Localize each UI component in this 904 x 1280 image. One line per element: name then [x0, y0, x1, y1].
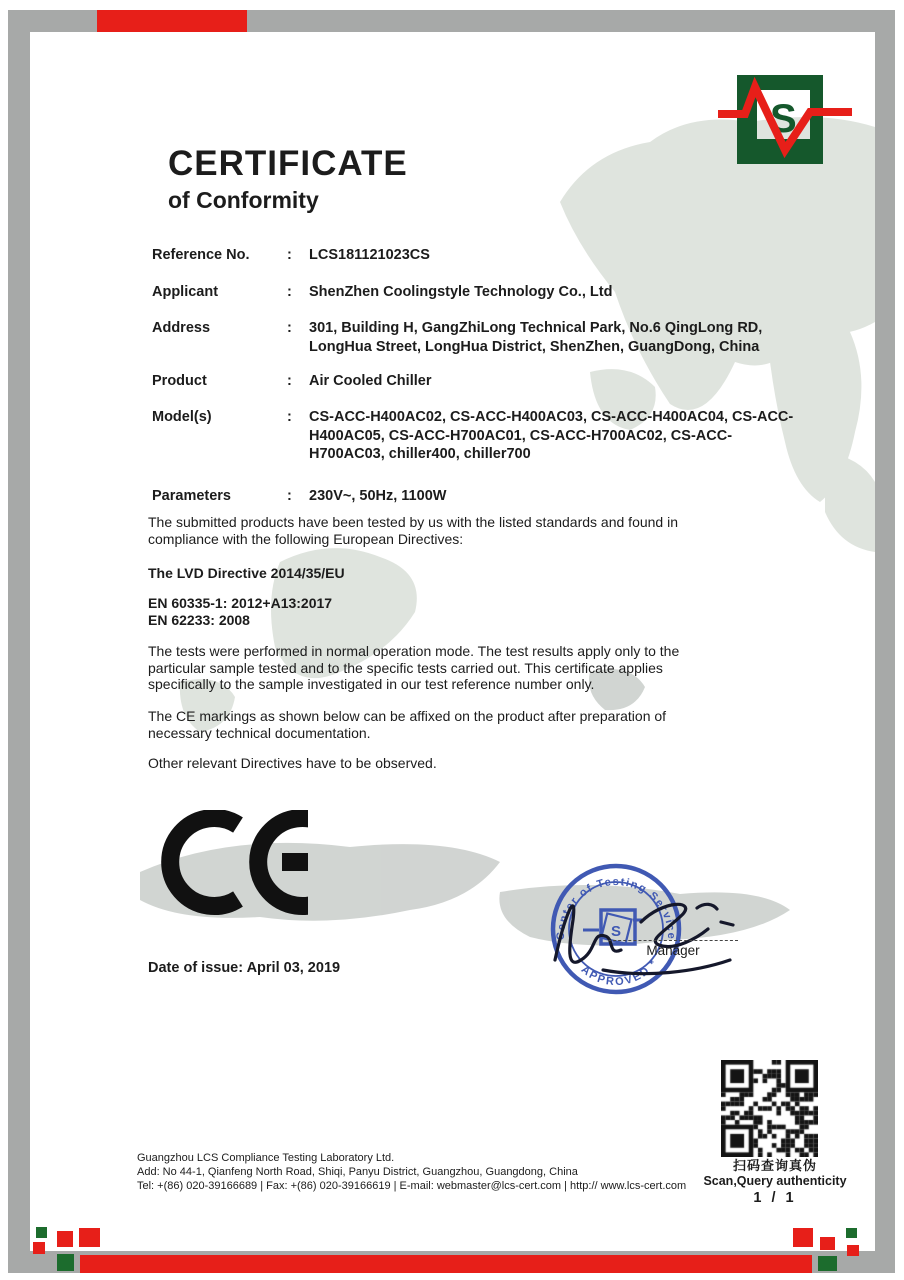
date-of-issue: Date of issue: April 03, 2019	[148, 960, 341, 976]
stamp-bottom-text: * APPROVED *	[571, 956, 661, 989]
field-value: ShenZhen Coolingstyle Technology Co., Ltd	[309, 284, 613, 300]
directive-line: The LVD Directive 2014/35/EU	[148, 565, 345, 581]
field-reference: Reference No. : LCS181121023CS	[152, 246, 802, 265]
certificate-title: CERTIFICATE	[168, 144, 408, 183]
manager-label: Manager	[608, 940, 738, 958]
field-product: Product : Air Cooled Chiller	[152, 372, 802, 391]
field-label: Product	[152, 373, 207, 389]
certificate-page	[30, 32, 875, 1251]
field-address: Address : 301, Building H, GangZhiLong Technical Park, No.6 QingLong RD, LongHua Street, LongHua District, ShenZhen, GuangDong, China	[152, 319, 802, 356]
field-label: Reference No.	[152, 247, 250, 263]
tests-paragraph: The tests were performed in normal operation mode. The test results apply only to the particular sample tested and to the specific tests carried out. This certificate applies specifically to the sample investigated in our test reference number only.	[148, 643, 680, 692]
ce-paragraph: The CE markings as shown below can be affixed on the product after preparation of necessary technical documentation.	[148, 708, 667, 741]
corner-mark-green	[36, 1227, 47, 1238]
field-parameters: Parameters : 230V~, 50Hz, 1100W	[152, 487, 802, 506]
other-directives-paragraph: Other relevant Directives have to be observed.	[148, 755, 437, 771]
field-label: Parameters	[152, 488, 231, 504]
ce-mark-icon	[148, 810, 308, 920]
footer-address: Add: No 44-1, Qianfeng North Road, Shiqi, Panyu District, Guangzhou, Guangdong, China	[137, 1165, 578, 1178]
stamp-inner-letter: S	[611, 923, 622, 940]
logo-letter: S	[770, 97, 797, 141]
certificate-subtitle: of Conformity	[168, 187, 319, 213]
qr-code	[721, 1060, 818, 1157]
corner-mark-green	[57, 1254, 74, 1271]
corner-mark-red	[847, 1245, 859, 1256]
footer-company: Guangzhou LCS Compliance Testing Laboratory Ltd.	[137, 1152, 395, 1164]
bottom-red-bar	[80, 1255, 812, 1273]
standard-line-1: EN 60335-1: 2012+A13:2017	[148, 595, 333, 611]
footer-contact: Tel: +(86) 020-39166689 | Fax: +(86) 020-39166619 | E-mail: webmaster@lcs-cert.com | http:// www.lcs-cert.com	[137, 1179, 687, 1192]
corner-mark-green	[818, 1256, 837, 1271]
footer	[137, 1152, 757, 1193]
lcs-logo	[700, 62, 860, 182]
intro-paragraph: The submitted products have been tested by us with the listed standards and found in compliance with the following European Directives:	[148, 514, 678, 547]
top-red-mark	[97, 10, 247, 32]
stamp-top-text: Center of Testing Service	[554, 875, 678, 941]
corner-mark-red	[793, 1228, 813, 1247]
qr-caption-en: Scan,Query authenticity	[703, 1174, 847, 1188]
corner-mark-red	[79, 1228, 100, 1247]
qr-caption-zh: 扫码查询真伪	[732, 1158, 817, 1173]
corner-mark-red	[57, 1231, 73, 1247]
page-indicator: 1 / 1	[753, 1190, 797, 1206]
field-models: Model(s) : CS-ACC-H400AC02, CS-ACC-H400AC03, CS-ACC-H400AC04, CS-ACC-H400AC05, CS-ACC-H700AC01, CS-ACC-H700AC02, CS-ACC-H700AC03, chiller400, chiller700	[152, 409, 794, 462]
manager-signature	[545, 880, 745, 980]
corner-mark-red	[33, 1242, 45, 1254]
field-label: Address	[152, 320, 211, 336]
field-value: 301, Building H, GangZhiLong Technical Park, No.6 QingLong RD, LongHua Street, LongHua District, ShenZhen, GuangDong, China	[309, 320, 763, 355]
standard-line-2: EN 62233: 2008	[148, 612, 250, 628]
field-value: CS-ACC-H400AC02, CS-ACC-H400AC03, CS-ACC-H400AC04, CS-ACC-H400AC05, CS-ACC-H700AC01, CS-ACC-H700AC02, CS-ACC-H700AC03, chiller400, chiller700	[309, 409, 794, 462]
corner-mark-green	[846, 1228, 857, 1238]
field-value: LCS181121023CS	[309, 247, 430, 263]
field-value: Air Cooled Chiller	[309, 373, 432, 389]
corner-mark-red	[820, 1237, 835, 1250]
field-label: Applicant	[152, 284, 219, 300]
field-label: Model(s)	[152, 409, 212, 425]
field-applicant: Applicant : ShenZhen Coolingstyle Technology Co., Ltd	[152, 283, 802, 302]
field-value: 230V~, 50Hz, 1100W	[309, 488, 447, 504]
